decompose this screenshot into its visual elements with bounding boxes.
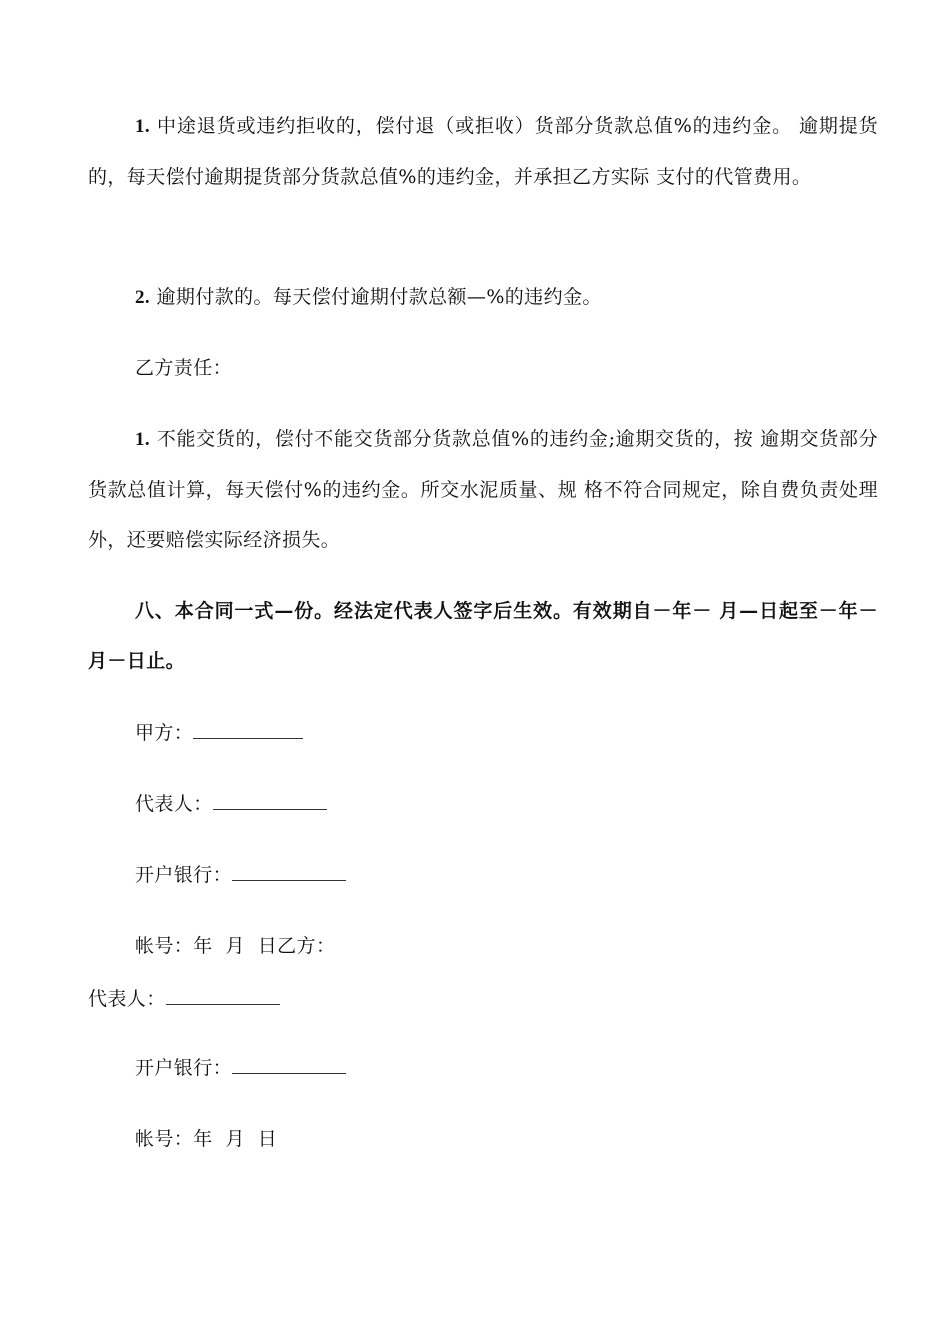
party-a-rep-line: [135, 791, 327, 817]
party-a-clause-1: [88, 101, 878, 202]
party-b-bank-label: 开户银行：: [135, 1057, 233, 1079]
party-a-rep-blank: [213, 795, 327, 810]
clause-text: 中途退货或违约拒收的，偿付退（或拒收）货部分货款总值%的违约金。 逾期提货的，每天偿付逾期提货部分货款总值%的违约金，并承担乙方实际 支付的代管费用。: [88, 115, 878, 188]
clause-text: 逾期付款的。每天偿付逾期付款总额—%的违约金。: [156, 286, 602, 308]
party-b-rep-line: [88, 986, 280, 1012]
party-b-bank-blank: [232, 1059, 346, 1074]
party-a-bank-blank: [232, 866, 346, 881]
party-a-blank: [193, 724, 303, 739]
clause-8: 八、本合同一式—份。经法定代表人签字后生效。有效期自－年－ 月—日起至－年－月－日止。: [88, 600, 878, 672]
party-b-account-line: 帐号：年 月 日: [135, 1128, 278, 1150]
party-a-bank-label: 开户银行：: [135, 864, 233, 886]
party-b-heading: 乙方责任：: [135, 357, 233, 379]
clause-number: 2.: [135, 287, 151, 308]
clause-number: 1.: [135, 429, 151, 450]
party-a-label: 甲方：: [135, 722, 194, 744]
party-b-rep-label: 代表人：: [88, 988, 166, 1010]
party-b-bank-line: [135, 1055, 346, 1081]
party-a-bank-line: [135, 862, 346, 888]
party-a-line: [135, 720, 303, 746]
party-a-rep-label: 代表人：: [135, 793, 213, 815]
party-a-clause-2: [88, 272, 878, 323]
party-b-rep-blank: [166, 990, 280, 1005]
party-a-account-line: 帐号：年 月 日乙方：: [135, 935, 336, 957]
clause-text: 不能交货的，偿付不能交货部分货款总值%的违约金;逾期交货的，按 逾期交货部分货款总值计算，每天偿付%的违约金。所交水泥质量、规 格不符合同规定，除自费负责处理外，还要赔偿实际经济损失。: [88, 428, 878, 551]
party-b-clause-1: [88, 414, 878, 565]
clause-number: 1.: [135, 116, 151, 137]
